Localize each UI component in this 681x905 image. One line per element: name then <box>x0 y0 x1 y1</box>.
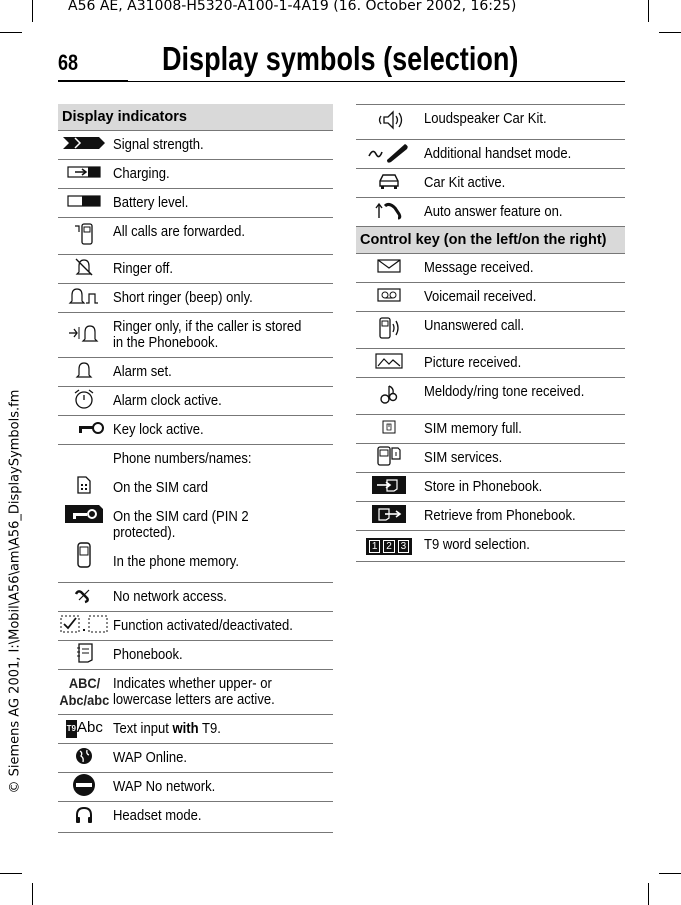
row-text: Phonebook. <box>112 647 183 663</box>
row-text: Text input <box>112 721 173 737</box>
battery-level-icon <box>66 194 102 208</box>
wap-no-network-icon <box>72 773 96 797</box>
section-heading: Display indicators <box>58 104 333 131</box>
row-text: Indicates whether upper- or lowercase letters are active. <box>112 676 275 708</box>
melody-icon <box>379 383 399 405</box>
row-text-bold: with <box>172 721 199 737</box>
row-text: T9 word selection. <box>424 537 530 553</box>
row-text: Signal strength. <box>112 137 204 153</box>
case-icon-mixed: Abc/abc <box>59 693 110 708</box>
picture-icon <box>374 352 404 370</box>
table-row <box>58 715 333 744</box>
table-row <box>356 140 625 169</box>
row-text: Message received. <box>424 260 534 276</box>
table-row <box>356 283 625 312</box>
t9-abc: Abc <box>77 719 103 736</box>
voicemail-icon <box>376 287 402 303</box>
auto-answer-icon <box>374 200 404 220</box>
unanswered-call-icon <box>374 316 404 340</box>
sub-text: On the SIM card <box>112 480 208 496</box>
charging-icon <box>66 165 102 179</box>
table-row <box>58 160 333 189</box>
table-row <box>58 670 333 715</box>
page-number: 68 <box>58 50 79 75</box>
table-row <box>58 744 333 773</box>
table-row <box>356 415 625 444</box>
table-row <box>58 612 333 641</box>
row-text: All calls are forwarded. <box>112 224 245 240</box>
headset-icon <box>74 805 94 825</box>
table-row <box>58 284 333 313</box>
call-forward-icon <box>73 222 95 246</box>
ringer-phonebook-icon <box>67 322 101 344</box>
sub-text: In the phone memory. <box>112 554 239 570</box>
table-row <box>356 254 625 283</box>
t9-key-2: 2 <box>383 540 395 553</box>
row-text: WAP No network. <box>112 779 215 795</box>
function-toggle-icon <box>59 614 109 634</box>
table-row <box>356 312 625 349</box>
key-lock-icon <box>77 420 107 436</box>
row-text: Function activated/deactivated. <box>112 618 293 634</box>
row-text: Short ringer (beep) only. <box>112 290 253 306</box>
row-text: Battery level. <box>112 195 188 211</box>
store-phonebook-icon <box>371 475 407 495</box>
table-row <box>58 641 333 670</box>
table-row <box>356 169 625 198</box>
row-text: Picture received. <box>424 355 522 371</box>
row-text: Meldody/ring tone received. <box>424 384 585 400</box>
crop-mark <box>659 32 681 33</box>
phone-memory-icon <box>76 541 92 569</box>
crop-mark <box>32 0 33 22</box>
t9-badge: T9 <box>66 720 77 738</box>
row-text: Charging. <box>112 166 170 182</box>
t9-icon <box>58 715 111 744</box>
no-network-icon <box>73 586 95 604</box>
table-row <box>356 198 625 227</box>
case-icon-upper: ABC/ <box>68 676 100 691</box>
row-text: Alarm set. <box>112 364 172 380</box>
signal-strength-icon <box>61 136 107 150</box>
sim-full-icon <box>381 419 397 435</box>
sidebar-copyright: © Siemens AG 2001, I:\Mobil\A56\am\A56_DisplaySymbols.fm <box>7 389 23 794</box>
row-text: Headset mode. <box>112 808 202 824</box>
row-text: SIM memory full. <box>424 421 522 437</box>
row-text: Store in Phonebook. <box>424 479 543 495</box>
row-text: Ringer only, if the caller is stored in the Phonebook. <box>112 319 301 351</box>
retrieve-phonebook-icon <box>371 504 407 524</box>
sim-card-icon <box>76 475 92 495</box>
table-row <box>356 105 625 140</box>
table-row <box>58 255 333 284</box>
alarm-clock-icon <box>73 388 95 410</box>
table-row <box>356 444 625 473</box>
crop-mark <box>659 873 681 874</box>
t9-selection-icon <box>356 531 422 562</box>
table-row <box>58 773 333 802</box>
table-row <box>58 583 333 612</box>
table-row <box>58 189 333 218</box>
title-rule <box>58 80 128 82</box>
page-title: Display symbols (selection) <box>162 40 519 77</box>
table-row <box>58 445 333 583</box>
table-row <box>58 387 333 416</box>
table-row <box>58 218 333 255</box>
table-row <box>356 502 625 531</box>
sub-text: On the SIM card (PIN 2 protected). <box>112 509 249 541</box>
row-text: Auto answer feature on. <box>424 204 563 220</box>
table-row <box>356 349 625 378</box>
display-indicators-table <box>58 104 333 833</box>
row-text: No network access. <box>112 589 227 605</box>
row-text: Car Kit active. <box>424 175 506 191</box>
wap-online-icon <box>74 746 94 766</box>
row-text: Phone numbers/names: <box>112 451 252 467</box>
section-heading: Control key (on the left/on the right) <box>356 227 625 254</box>
t9-key-1: 1 <box>369 540 381 553</box>
row-text: T9. <box>198 721 221 737</box>
sim-pin2-icon <box>63 503 105 525</box>
short-ringer-icon <box>68 286 100 306</box>
table-row <box>58 802 333 833</box>
phonebook-icon <box>74 642 94 664</box>
row-text: Retrieve from Phonebook. <box>424 508 576 524</box>
row-text: Unanswered call. <box>424 318 525 334</box>
case-icon <box>58 670 111 715</box>
table-row <box>356 378 625 415</box>
t9-key-3: 3 <box>398 540 410 553</box>
sim-services-icon <box>376 445 402 467</box>
crop-mark <box>648 883 649 905</box>
document-header: A56 AE, A31008-H5320-A100-1-4A19 (16. October 2002, 16:25) <box>68 0 517 14</box>
right-symbols-table <box>356 104 625 562</box>
row-text: Alarm clock active. <box>112 393 222 409</box>
crop-mark <box>0 873 22 874</box>
crop-mark <box>648 0 649 22</box>
table-row <box>356 473 625 502</box>
row-text: Key lock active. <box>112 422 204 438</box>
table-row <box>58 358 333 387</box>
car-kit-icon <box>377 172 401 190</box>
crop-mark <box>32 883 33 905</box>
table-row <box>356 531 625 562</box>
ringer-off-icon <box>74 257 94 277</box>
crop-mark <box>0 32 22 33</box>
row-text: WAP Online. <box>112 750 187 766</box>
message-icon <box>376 258 402 274</box>
additional-handset-icon <box>367 140 411 164</box>
row-text: Additional handset mode. <box>424 146 572 162</box>
row-text: Ringer off. <box>112 261 173 277</box>
table-row <box>58 313 333 358</box>
row-text: Voicemail received. <box>424 289 537 305</box>
alarm-set-icon <box>74 361 94 379</box>
row-text: Loudspeaker Car Kit. <box>424 111 547 127</box>
title-rule <box>128 81 625 82</box>
row-text: SIM services. <box>424 450 503 466</box>
loudspeaker-icon <box>374 109 404 131</box>
table-row <box>58 131 333 160</box>
table-row <box>58 416 333 445</box>
